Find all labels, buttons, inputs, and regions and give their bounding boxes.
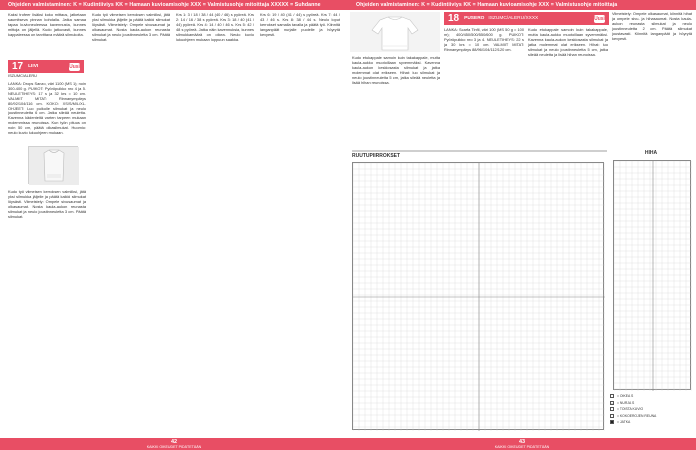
legend-item <box>610 414 692 418</box>
left-page-number: 42 <box>170 439 178 445</box>
chart-heading: RUUTUPIIRROKSET <box>352 153 401 159</box>
right-page <box>348 0 696 450</box>
right-col3-text: Viimeistely: Ompele olkasaumat, kiinnitä hihat ja ompele sivu- ja hihasaumat. Nosta kaula-aukon reunasta silmukat ja neulo joustinneuletta 2 cm. Päätä silmukat joustavasti. Kiinnitä langanpäät ja höyrytä kevyesti. <box>612 12 692 41</box>
right-col2-text: Kudo etukappale samoin kuin takakappale, mutta kaula-aukko muotoillaan syvemmäksi. Kavenna kaula-aukon keskiosasta silmukat ja jatka molemmat olat erikseen. Hihat: luo silmukat ja neulo joustinneuletta 5 cm, jatka sileää neuletta ja lisää hihan reunoissa. <box>528 28 608 57</box>
sleeve-chart-heading: HIHA <box>644 150 658 156</box>
left-footer-bar <box>0 438 348 450</box>
pattern-17-code: ISZUMC/ALERU <box>8 73 37 78</box>
pattern-18-badge: Uusi <box>594 15 605 22</box>
right-footer-text: KAIKKI OIKEUDET PIDÄTETÄÄN <box>494 444 550 449</box>
right-header-text: Ohjeiden valmistaminen: K = Kudintiiviys KK = Hamaan kuvioamisohje XXX = Valmistusohje mitoittaja <box>356 2 618 8</box>
legend-repeat-icon <box>610 407 614 411</box>
left-header-text: Ohjeiden valmistaminen: K = Kudintiiviys KK = Hamaan kuvioamisohje XXX = Valmistusohje mitoittaja XXXXX = Suhdanne <box>8 2 321 8</box>
legend-purl-icon: • <box>611 401 613 406</box>
left-intro-text: Kaksi trofeer lisäksi koko mittaus, jatketaan saumitseva pinnan kohdalla. Jatka samaa tapaa kuvioneuleessa kavennusta, kunnes mittoja on jäljellä. Kudo jatkuvasti, kunnes kappaleessa on tarvittava määrä silmukoita. <box>8 13 86 37</box>
chart-divider <box>352 150 607 152</box>
pattern-17-badge: Uusi <box>69 63 80 70</box>
legend-item <box>610 394 692 398</box>
pattern-18-name: PUSERO <box>464 16 485 21</box>
pattern-18-code: ISZUMC/ALERU/XXXX <box>488 16 539 21</box>
right-footer-bar <box>348 438 696 450</box>
left-col3-text: Krs 1: 3 / 18 / 38 / 44 (40 / 46) s pyöreä. Krs 2: 14 / 16 / 38 s pyöreä. Krs 3: 18 / 40 (41 / 44) pyöreä. Krs 4: 14 / 40 / 46 s. Krs 5: 42 / 48 s pyöreä. Jatka näin kavennuksia, kunnes silmukkamäärä on oikea. Neulo kuvio lukuohjeen mukaan loppuun saakka. <box>176 13 254 42</box>
legend-label: = JATKA <box>617 420 631 425</box>
chart-legend <box>610 394 692 427</box>
pattern-17-heading <box>8 60 84 79</box>
legend-item <box>610 407 692 411</box>
garment-photo-icon <box>29 147 79 185</box>
right-col0-text: Kudo etukappale samoin kuin takakappale, mutta kaula-aukko muotoillaan syvemmäksi. Kavenna kaula-aukon keskiosasta silmukat ja jatka molemmat olat erikseen. Hihat: luo silmukat ja neulo joustinneuletta 5 cm, jatka sileää neuletta ja lisää hihan reunoissa. <box>352 56 440 85</box>
legend-label: = TOISTA KUVIO <box>617 407 644 412</box>
pattern-17-text: LANKA: Drops Sanzo, väri 1100 (MS 1); noin 300-400 g. PUIKOT: Pyöröpuikko nro 4 ja 5. NEULETIHEYS: 17 s ja 32 krs = 10 cm. VALMIIT MITAT: Rinnanympärys 80/92/104/116 cm. KOKO: XS/S/M/L/XL. OHJEET: Luo puikolle silmukat ja neulo joustinneuletta 6 cm. Jatka sileää neuletta. Kavenna kädenteitä varten tarpeen mukaan molemmissa reunoissa. Kun työn pituus on noin 50 cm, päätä olkasilmukat. Huomio: neulo kuvio lukuohjeen mukaan. <box>8 82 86 136</box>
back-chart-grid <box>352 162 604 430</box>
sleeve-chart-svg <box>614 161 692 391</box>
right-header-bar <box>348 0 696 10</box>
legend-knit-icon <box>610 394 614 398</box>
legend-item <box>610 420 692 424</box>
pattern-18-text: LANKA: Scarfa Tinfil, väri 100 (MS 50 g = 100 m); 400/450/500/550/600 g. PUIKOT: Pyöröpuikko nro 3 ja 4. NEULETIHEYS: 22 s ja 30 krs = 10 cm. VALMIIT MITAT: Rinnanympärys 88/96/104/112/120 cm. <box>444 28 524 52</box>
legend-continue-icon <box>610 420 614 424</box>
right-page-number: 43 <box>518 439 526 445</box>
legend-item <box>610 401 692 405</box>
left-col1-lower-text: Kudo työ viimeisen kerroksen valmiiksi, jätä yksi silmukka jäljelle ja päätä kaikki silmukat löysästi. Viimeistely: Ompele sivusaumat ja olkasaumat. Nosta kaula-aukon reunasta silmukat ja neulo joustinneuletta 3 cm. Päätä silmukat. <box>8 190 86 219</box>
left-col2-text: Kudo työ viimeisen kerroksen valmiiksi, jätä yksi silmukka jäljelle ja päätä kaikki silmukat löysästi. Viimeistely: Ompele sivusaumat ja olkasaumat. Nosta kaula-aukon reunasta silmukat ja neulo joustinneuletta 3 cm. Päätä silmukat. <box>92 13 170 42</box>
legend-label: = KOKOEROJEN REUNA <box>617 413 657 418</box>
sweater-photo-icon <box>350 12 440 52</box>
pattern-18-number: 18 <box>448 13 460 24</box>
legend-label: = OIKEA S <box>617 394 634 398</box>
left-header-bar <box>0 0 348 10</box>
pattern-18-photo <box>350 12 440 52</box>
legend-size-edge-icon <box>610 414 614 418</box>
back-chart-svg <box>353 163 605 431</box>
left-footer-text: KAIKKI OIKEUDET PIDÄTETÄÄN <box>146 444 202 449</box>
left-col4-text: Krs 6: 19 / 40 (41 / 44) s pyöreä. Krs 7: 44 / 43 / 46 s. Krs 8: 38 / 44 s. Neulo loput kerrokset samalla tavalla ja päätä työ. Kiinnitä langanpäät nurjalle puolelle ja höyrytä kevyesti. <box>260 13 340 37</box>
pattern-17-photo <box>28 146 78 184</box>
legend-label: = NURJA S <box>617 400 635 405</box>
pattern-18-heading <box>444 12 609 25</box>
pattern-17-number: 17 <box>12 61 24 72</box>
pattern-17-name: LIIVI <box>28 64 39 69</box>
sleeve-chart-grid <box>613 160 691 390</box>
